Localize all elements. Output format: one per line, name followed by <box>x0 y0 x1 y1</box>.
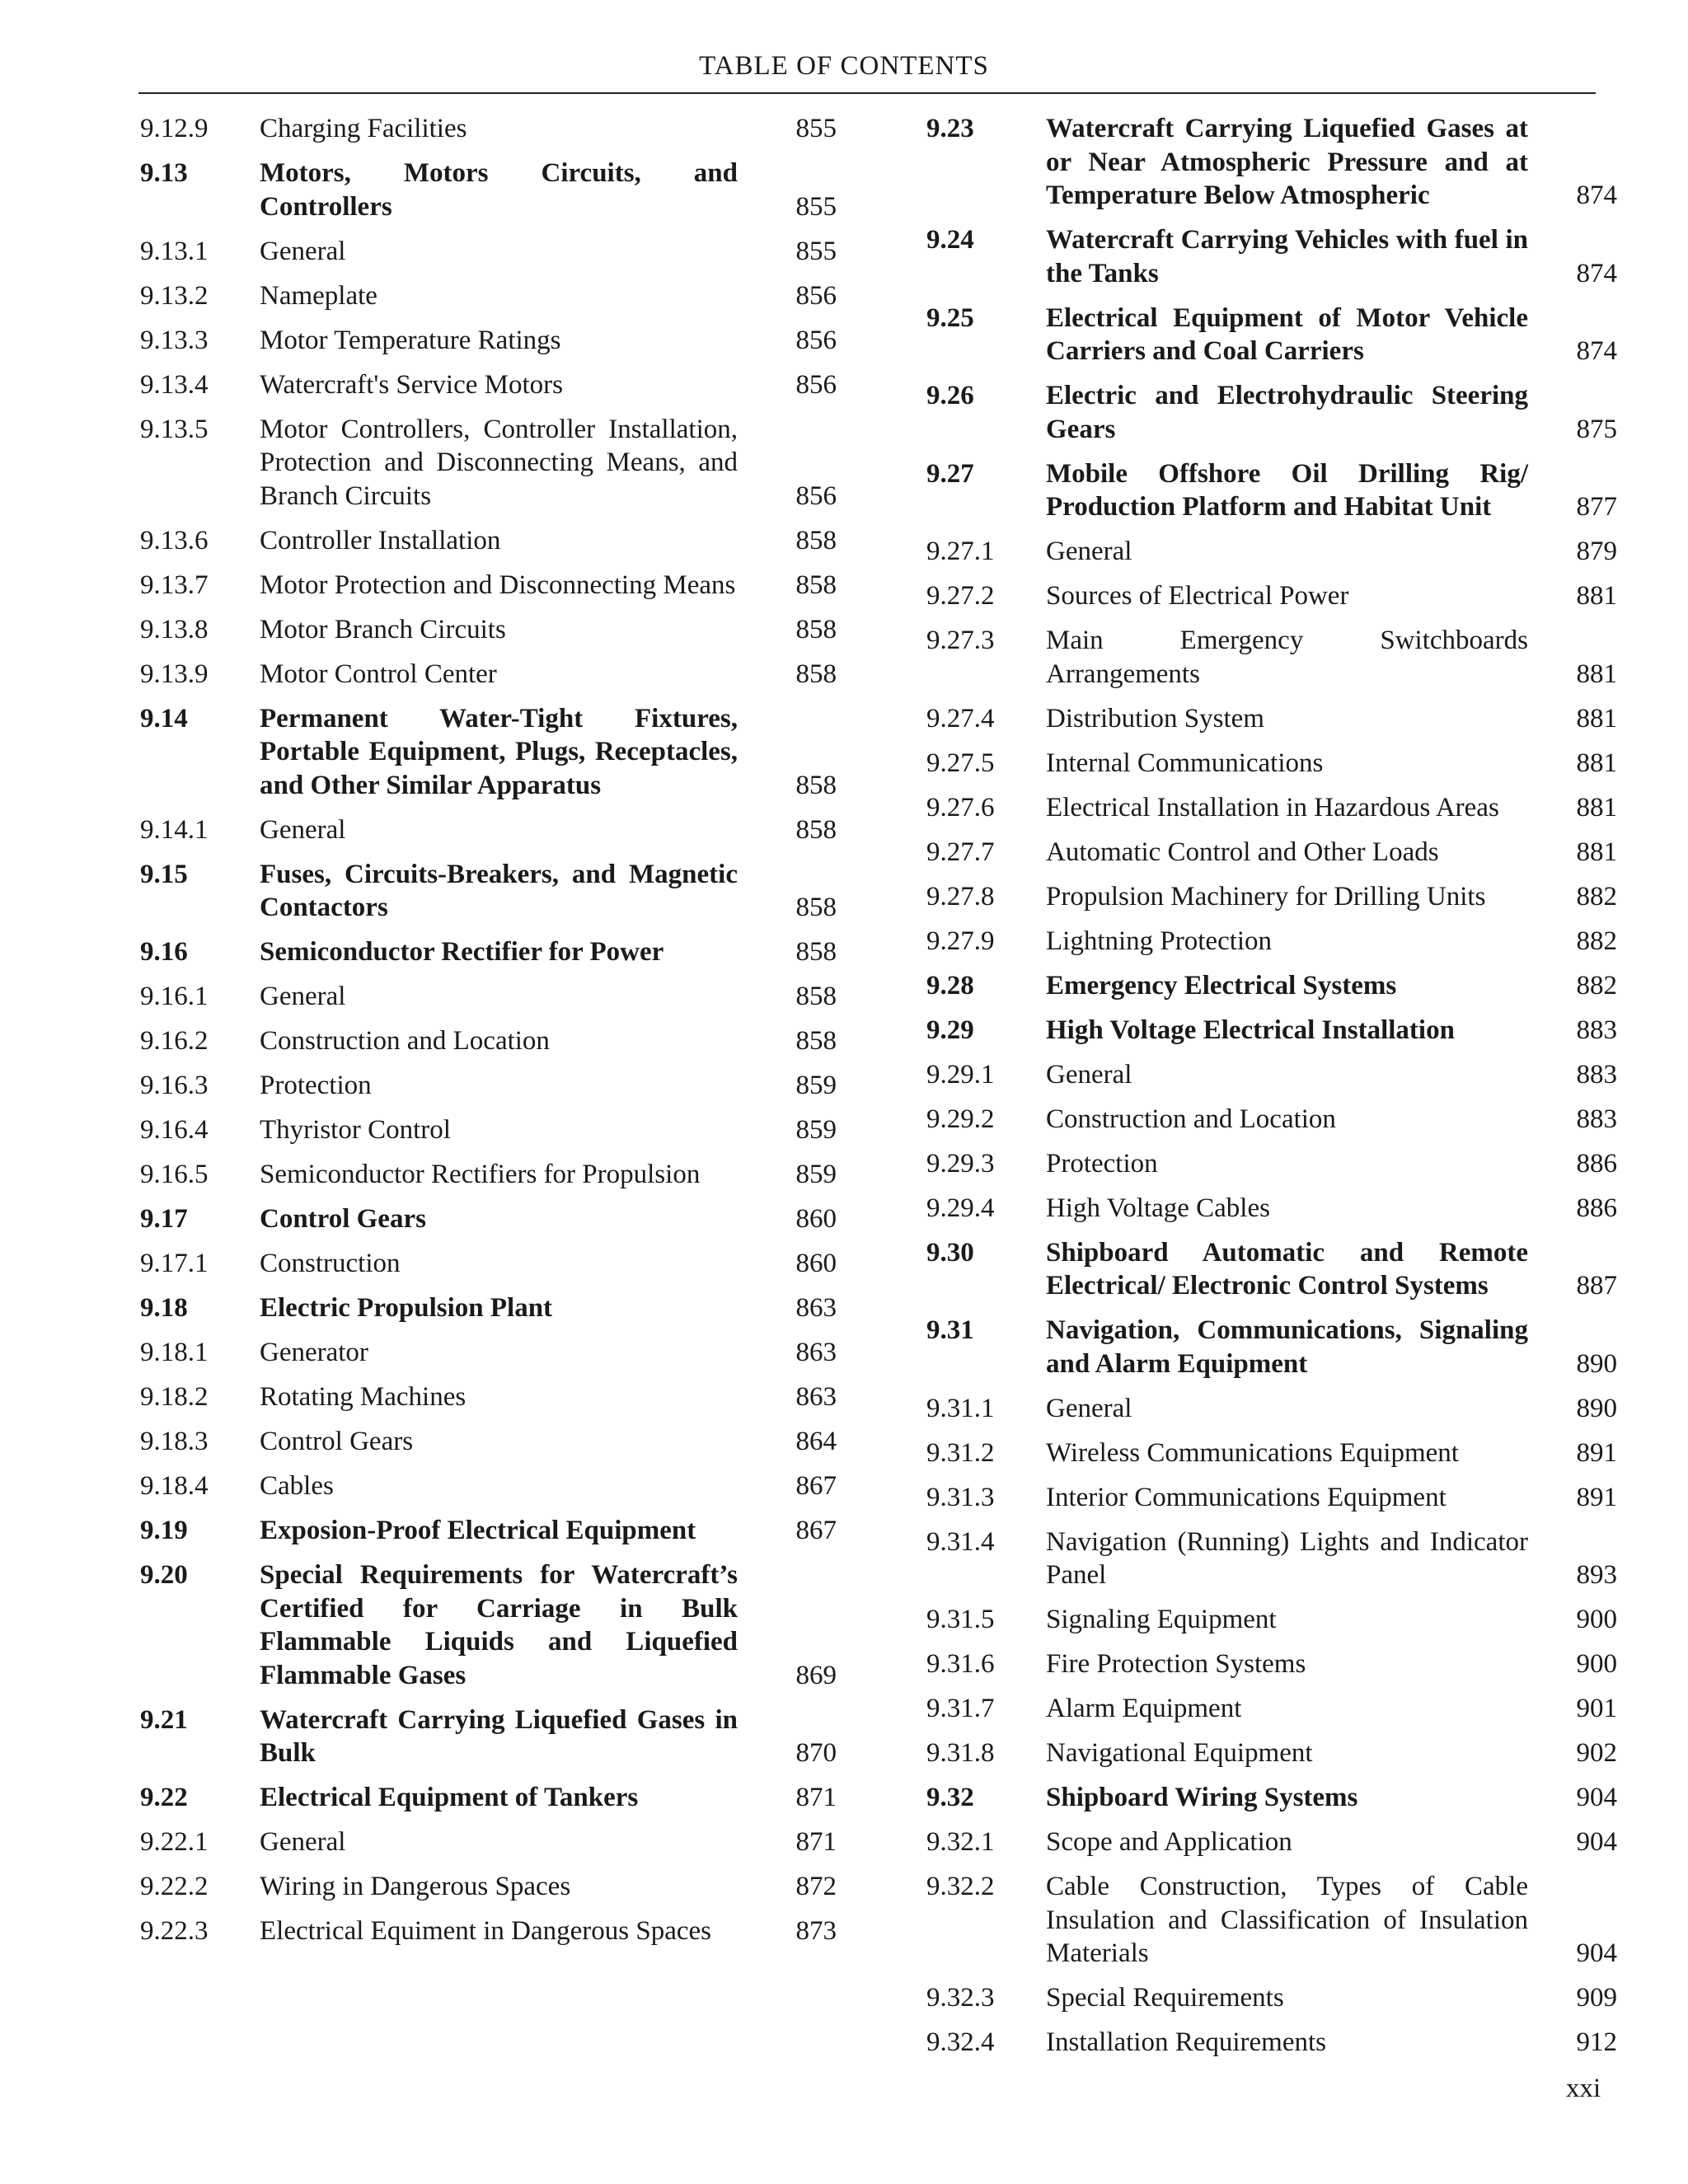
toc-entry[interactable] <box>140 858 837 925</box>
toc-entry-number: 9.32.1 <box>926 1827 995 1857</box>
toc-entry-number: 9.31 <box>926 1315 974 1345</box>
toc-entry-number: 9.13.3 <box>140 325 209 355</box>
toc-entry-title: Electric Propulsion Plant <box>260 1293 553 1323</box>
toc-entry[interactable] <box>140 279 837 313</box>
toc-entry[interactable] <box>140 1469 837 1503</box>
toc-entry-title: Generator <box>260 1338 368 1367</box>
toc-entry-number: 9.25 <box>926 302 974 333</box>
toc-entry-number: 9.31.1 <box>926 1393 995 1423</box>
toc-entry-title: Watercraft Carrying Liquefied Gases at or Near Atmospheric Pressure and at Temperature Below Atmospheric <box>1046 114 1528 210</box>
toc-entry-page: 900 <box>1576 1605 1617 1634</box>
toc-right-column <box>926 112 1617 2070</box>
toc-entry-page: 858 <box>795 770 837 800</box>
toc-entry-page: 881 <box>1576 581 1617 611</box>
toc-entry-page: 860 <box>795 1204 837 1234</box>
toc-entry-number: 9.18.2 <box>140 1382 209 1412</box>
toc-entry-page: 874 <box>1576 258 1617 288</box>
toc-entry[interactable] <box>926 535 1617 569</box>
toc-entry[interactable] <box>140 813 837 847</box>
toc-entry-title: Emergency Electrical Systems <box>1046 970 1397 1001</box>
toc-entry-number: 9.22.1 <box>140 1827 209 1857</box>
toc-entry-number: 9.31.8 <box>926 1738 995 1768</box>
toc-entry-page: 863 <box>795 1293 837 1323</box>
toc-entry-page: 883 <box>1576 1015 1617 1045</box>
toc-entry-title: Automatic Control and Other Loads <box>1046 837 1439 867</box>
toc-entry-page: 904 <box>1576 1783 1617 1812</box>
toc-entry[interactable] <box>926 791 1617 825</box>
toc-entry-title: Thyristor Control <box>260 1115 451 1145</box>
toc-entry-title: Protection <box>1046 1148 1158 1179</box>
toc-entry-title: Alarm Equipment <box>1046 1694 1242 1723</box>
toc-entry-page: 856 <box>795 280 837 311</box>
toc-entry-page: 890 <box>1576 1348 1617 1379</box>
toc-entry-page: 900 <box>1576 1649 1617 1679</box>
toc-entry-number: 9.31.4 <box>926 1526 995 1557</box>
toc-entry[interactable] <box>140 1558 837 1692</box>
toc-entry-page: 874 <box>1576 336 1617 366</box>
toc-entry[interactable] <box>926 1647 1617 1681</box>
toc-entry[interactable] <box>926 1981 1617 2015</box>
toc-entry-number: 9.31.7 <box>926 1694 995 1723</box>
toc-entry-title: Installation Requirements <box>1046 2027 1327 2057</box>
toc-entry-title: Control Gears <box>260 1204 426 1234</box>
toc-entry[interactable] <box>140 658 837 691</box>
toc-entry[interactable] <box>140 524 837 558</box>
toc-entry-number: 9.27.5 <box>926 748 995 778</box>
toc-entry[interactable] <box>926 2026 1617 2060</box>
toc-entry-page: 869 <box>795 1660 837 1690</box>
toc-entry-number: 9.32.4 <box>926 2027 995 2057</box>
toc-entry-title: Construction <box>260 1249 401 1278</box>
toc-entry-page: 859 <box>795 1071 837 1100</box>
page-number: xxi <box>1566 2074 1601 2103</box>
toc-entry-number: 9.13.2 <box>140 280 209 311</box>
toc-entry-number: 9.29.1 <box>926 1059 995 1090</box>
toc-entry[interactable] <box>140 413 837 513</box>
toc-entry-number: 9.27 <box>926 458 974 489</box>
toc-entry[interactable] <box>140 1380 837 1414</box>
toc-entry-number: 9.15 <box>140 859 188 889</box>
toc-entry-number: 9.31.6 <box>926 1649 995 1679</box>
toc-entry-title: Shipboard Wiring Systems <box>1046 1783 1358 1812</box>
toc-entry-number: 9.13.1 <box>140 236 209 266</box>
toc-entry-page: 856 <box>795 369 837 400</box>
toc-entry-page: 886 <box>1576 1148 1617 1179</box>
toc-entry[interactable] <box>926 1825 1617 1859</box>
toc-entry-title: Mobile Offshore Oil Drilling Rig/ Production Platform and Habitat Unit <box>1046 458 1528 522</box>
toc-entry-number: 9.19 <box>140 1516 188 1545</box>
toc-entry-number: 9.22 <box>140 1783 188 1812</box>
toc-entry[interactable] <box>140 980 837 1014</box>
toc-entry[interactable] <box>926 747 1617 780</box>
toc-left-column <box>140 112 837 1959</box>
toc-entry-title: Shipboard Automatic and Remote Electrical/ Electronic Control Systems <box>1046 1237 1528 1301</box>
toc-entry-title: Charging Facilities <box>260 114 467 143</box>
toc-entry-page: 856 <box>795 480 837 511</box>
toc-entry[interactable] <box>926 302 1617 368</box>
toc-entry-title: Construction and Location <box>260 1026 550 1056</box>
toc-entry-page: 858 <box>795 982 837 1011</box>
toc-entry[interactable] <box>140 935 837 969</box>
toc-entry-page: 893 <box>1576 1560 1617 1590</box>
toc-entry-title: Propulsion Machinery for Drilling Units <box>1046 881 1486 912</box>
toc-entry-title: Watercraft Carrying Vehicles with fuel in the Tanks <box>1046 225 1528 288</box>
toc-entry-number: 9.29.2 <box>926 1104 995 1134</box>
toc-entry[interactable] <box>926 1192 1617 1226</box>
toc-entry[interactable] <box>140 1158 837 1192</box>
toc-entry-title: Watercraft's Service Motors <box>260 369 563 400</box>
toc-entry-page: 859 <box>795 1115 837 1145</box>
toc-entry-page: 904 <box>1576 1938 1617 1968</box>
toc-entry-title: Control Gears <box>260 1427 414 1456</box>
toc-entry-title: Motor Protection and Disconnecting Means <box>260 569 736 600</box>
toc-entry-title: Scope and Application <box>1046 1827 1292 1857</box>
toc-entry[interactable] <box>926 1481 1617 1515</box>
toc-entry-title: Wiring in Dangerous Spaces <box>260 1872 571 1901</box>
toc-entry-page: 870 <box>795 1738 837 1768</box>
toc-entry-title: High Voltage Electrical Installation <box>1046 1015 1455 1045</box>
toc-entry-title: Watercraft Carrying Liquefied Gases in Bulk <box>260 1704 738 1768</box>
toc-entry-page: 871 <box>795 1827 837 1857</box>
toc-entry-page: 881 <box>1576 748 1617 778</box>
toc-entry-page: 867 <box>795 1471 837 1501</box>
toc-entry-number: 9.13.8 <box>140 614 209 644</box>
toc-entry-number: 9.31.3 <box>926 1482 995 1512</box>
toc-entry-page: 855 <box>795 236 837 266</box>
toc-entry-number: 9.18 <box>140 1293 188 1323</box>
toc-entry-number: 9.13.9 <box>140 658 209 689</box>
toc-entry[interactable] <box>926 1103 1617 1137</box>
toc-entry-number: 9.16.5 <box>140 1160 209 1189</box>
toc-entry-number: 9.18.1 <box>140 1338 209 1367</box>
toc-entry-number: 9.12.9 <box>140 114 209 143</box>
toc-entry-number: 9.27.8 <box>926 881 995 912</box>
toc-entry-number: 9.13.4 <box>140 369 209 400</box>
toc-entry[interactable] <box>140 235 837 269</box>
toc-entry-page: 882 <box>1576 881 1617 912</box>
header-divider <box>138 92 1596 94</box>
toc-entry-number: 9.27.6 <box>926 792 995 823</box>
toc-entry-number: 9.29.4 <box>926 1193 995 1223</box>
toc-entry-number: 9.22.2 <box>140 1872 209 1901</box>
toc-entry-number: 9.13 <box>140 158 188 188</box>
toc-entry-number: 9.32.3 <box>926 1983 995 2013</box>
toc-entry-title: Special Requirements <box>1046 1983 1284 2013</box>
toc-entry[interactable] <box>926 1014 1617 1047</box>
toc-entry-title: Controller Installation <box>260 525 501 555</box>
toc-entry-page: 891 <box>1576 1482 1617 1512</box>
toc-entry-number: 9.16 <box>140 937 188 967</box>
toc-entry-title: High Voltage Cables <box>1046 1193 1270 1223</box>
toc-entry-page: 883 <box>1576 1059 1617 1090</box>
toc-entry[interactable] <box>140 1704 837 1770</box>
toc-entry-page: 883 <box>1576 1104 1617 1134</box>
toc-entry-page: 858 <box>795 525 837 555</box>
toc-entry[interactable] <box>140 1825 837 1859</box>
toc-entry-number: 9.18.3 <box>140 1427 209 1456</box>
toc-entry-number: 9.18.4 <box>140 1471 209 1501</box>
toc-entry-number: 9.27.2 <box>926 581 995 611</box>
toc-entry-page: 909 <box>1576 1983 1617 2013</box>
toc-entry-page: 901 <box>1576 1694 1617 1723</box>
toc-entry-page: 891 <box>1576 1437 1617 1468</box>
toc-entry[interactable] <box>140 1915 837 1948</box>
toc-entry[interactable] <box>140 1069 837 1103</box>
toc-entry-number: 9.13.5 <box>140 414 209 444</box>
toc-entry-page: 873 <box>795 1916 837 1946</box>
toc-entry-title: Construction and Location <box>1046 1104 1336 1134</box>
toc-entry[interactable] <box>140 112 837 146</box>
toc-entry-number: 9.24 <box>926 225 974 255</box>
toc-entry-title: Semiconductor Rectifiers for Propulsion <box>260 1160 701 1189</box>
toc-entry-page: 858 <box>795 937 837 967</box>
toc-entry-number: 9.13.7 <box>140 569 209 600</box>
toc-entry-title: Special Requirements for Watercraft’s Certified for Carriage in Bulk Flammable Liquids and Liquefied Flammable Gases <box>260 1560 738 1690</box>
toc-entry-page: 886 <box>1576 1193 1617 1223</box>
toc-entry[interactable] <box>926 1870 1617 1971</box>
toc-entry[interactable] <box>926 1692 1617 1726</box>
toc-entry[interactable] <box>926 836 1617 869</box>
toc-entry-title: Exposion-Proof Electrical Equipment <box>260 1516 696 1545</box>
toc-entry-page: 902 <box>1576 1738 1617 1768</box>
toc-entry-title: General <box>1046 537 1132 566</box>
toc-entry[interactable] <box>926 1736 1617 1770</box>
toc-entry-page: 872 <box>795 1872 837 1901</box>
toc-entry-title: Motor Control Center <box>260 658 497 689</box>
toc-entry-title: Electrical Equipment of Tankers <box>260 1783 639 1812</box>
toc-entry-number: 9.27.9 <box>926 926 995 956</box>
toc-entry-page: 858 <box>795 814 837 845</box>
toc-entry-title: General <box>260 236 346 266</box>
toc-entry-number: 9.30 <box>926 1237 974 1268</box>
toc-entry-title: Navigation, Communications, Signaling and Alarm Equipment <box>1046 1315 1528 1379</box>
toc-entry-number: 9.31.2 <box>926 1437 995 1468</box>
toc-entry[interactable] <box>926 1526 1617 1592</box>
toc-entry-page: 855 <box>795 114 837 143</box>
toc-entry-title: Rotating Machines <box>260 1382 467 1412</box>
toc-entry-number: 9.32.2 <box>926 1872 995 1901</box>
toc-entry-title: Motors, Motors Circuits, and Controllers <box>260 158 738 222</box>
toc-entry[interactable] <box>140 157 837 223</box>
toc-entry-page: 904 <box>1576 1827 1617 1857</box>
toc-entry[interactable] <box>140 1202 837 1236</box>
toc-entry-number: 9.16.1 <box>140 982 209 1011</box>
toc-entry-title: General <box>260 1827 346 1857</box>
toc-entry-title: Motor Controllers, Controller Installation, Protection and Disconnecting Means, and Branch Circuits <box>260 414 738 511</box>
toc-entry-title: Main Emergency Switchboards Arrangements <box>1046 626 1528 689</box>
toc-entry[interactable] <box>926 112 1617 213</box>
toc-entry[interactable] <box>140 1870 837 1904</box>
toc-entry[interactable] <box>140 324 837 358</box>
toc-entry-title: General <box>260 814 346 845</box>
toc-entry[interactable] <box>926 457 1617 524</box>
toc-entry[interactable] <box>926 1058 1617 1092</box>
toc-entry-title: Fuses, Circuits-Breakers, and Magnetic Contactors <box>260 859 738 922</box>
toc-entry[interactable] <box>926 223 1617 290</box>
toc-entry-title: General <box>260 982 346 1011</box>
toc-entry-number: 9.27.3 <box>926 626 995 655</box>
toc-entry[interactable] <box>926 1392 1617 1426</box>
toc-entry-number: 9.22.3 <box>140 1916 209 1946</box>
toc-entry[interactable] <box>926 969 1617 1003</box>
toc-entry[interactable] <box>140 368 837 402</box>
toc-entry-page: 881 <box>1576 658 1617 689</box>
toc-entry[interactable] <box>140 569 837 602</box>
toc-entry-title: General <box>1046 1393 1132 1423</box>
toc-entry-number: 9.17.1 <box>140 1249 209 1278</box>
toc-entry[interactable] <box>926 925 1617 958</box>
toc-entry-title: Nameplate <box>260 280 377 311</box>
toc-entry-number: 9.23 <box>926 114 974 143</box>
toc-entry-number: 9.29 <box>926 1015 974 1045</box>
toc-entry-number: 9.27.7 <box>926 837 995 867</box>
toc-entry-title: Permanent Water-Tight Fixtures, Portable Equipment, Plugs, Receptacles, and Other Similar Apparatus <box>260 703 738 800</box>
toc-entry-title: Fire Protection Systems <box>1046 1649 1306 1679</box>
toc-entry[interactable] <box>926 624 1617 691</box>
toc-entry-page: 881 <box>1576 703 1617 733</box>
toc-entry[interactable] <box>926 1436 1617 1470</box>
toc-entry-number: 9.28 <box>926 970 974 1001</box>
toc-entry[interactable] <box>926 702 1617 736</box>
toc-entry-page: 863 <box>795 1382 837 1412</box>
toc-entry-title: Electrical Equiment in Dangerous Spaces <box>260 1916 711 1946</box>
toc-entry-page: 858 <box>795 569 837 600</box>
toc-entry-number: 9.27.1 <box>926 537 995 566</box>
toc-entry-page: 881 <box>1576 792 1617 823</box>
toc-entry-page: 859 <box>795 1160 837 1189</box>
toc-entry[interactable] <box>140 1291 837 1325</box>
toc-entry-title: Lightning Protection <box>1046 926 1273 956</box>
toc-entry[interactable] <box>926 1314 1617 1380</box>
toc-entry-title: Signaling Equipment <box>1046 1605 1277 1634</box>
toc-entry-title: Protection <box>260 1071 372 1100</box>
toc-entry-number: 9.16.3 <box>140 1071 209 1100</box>
toc-entry-title: Electrical Installation in Hazardous Areas <box>1046 792 1499 823</box>
toc-entry-number: 9.27.4 <box>926 703 995 733</box>
toc-entry-page: 912 <box>1576 2027 1617 2057</box>
toc-entry-number: 9.26 <box>926 381 974 410</box>
toc-entry-title: Wireless Communications Equipment <box>1046 1437 1459 1468</box>
toc-entry-title: Motor Temperature Ratings <box>260 325 561 355</box>
toc-entry[interactable] <box>926 880 1617 914</box>
toc-entry-number: 9.32 <box>926 1783 974 1812</box>
toc-entry-title: Distribution System <box>1046 703 1264 733</box>
toc-entry[interactable] <box>926 579 1617 613</box>
page-title: TABLE OF CONTENTS <box>699 51 989 81</box>
toc-entry-page: 858 <box>795 1026 837 1056</box>
toc-entry-page: 875 <box>1576 414 1617 444</box>
toc-entry-number: 9.16.4 <box>140 1115 209 1145</box>
toc-entry-title: Cable Construction, Types of Cable Insulation and Classification of Insulation Materials <box>1046 1872 1528 1968</box>
toc-entry-page: 855 <box>795 191 837 222</box>
toc-entry[interactable] <box>140 1247 837 1281</box>
toc-entry[interactable] <box>140 1425 837 1459</box>
toc-entry[interactable] <box>140 1113 837 1147</box>
toc-entry-title: Semiconductor Rectifier for Power <box>260 937 664 967</box>
toc-entry-title: Interior Communications Equipment <box>1046 1482 1447 1512</box>
toc-entry-page: 887 <box>1576 1271 1617 1301</box>
toc-entry-page: 890 <box>1576 1393 1617 1423</box>
toc-entry-title: Motor Branch Circuits <box>260 614 506 644</box>
toc-entry-number: 9.17 <box>140 1204 188 1234</box>
toc-entry-page: 867 <box>795 1516 837 1545</box>
toc-entry-number: 9.20 <box>140 1560 188 1590</box>
toc-entry-page: 856 <box>795 325 837 355</box>
toc-entry[interactable] <box>140 1781 837 1815</box>
toc-entry[interactable] <box>140 613 837 647</box>
toc-entry-page: 860 <box>795 1249 837 1278</box>
toc-entry-title: General <box>1046 1059 1132 1090</box>
toc-entry-title: Internal Communications <box>1046 748 1324 778</box>
toc-entry[interactable] <box>140 702 837 803</box>
toc-entry[interactable] <box>140 1024 837 1058</box>
toc-entry-page: 858 <box>795 658 837 689</box>
toc-entry-page: 863 <box>795 1338 837 1367</box>
toc-entry-page: 874 <box>1576 180 1617 210</box>
toc-entry-number: 9.14.1 <box>140 814 209 845</box>
toc-entry-number: 9.31.5 <box>926 1605 995 1634</box>
toc-entry-page: 882 <box>1576 926 1617 956</box>
toc-entry-page: 882 <box>1576 970 1617 1001</box>
toc-entry[interactable] <box>926 1781 1617 1815</box>
toc-entry-page: 877 <box>1576 492 1617 522</box>
toc-entry-page: 864 <box>795 1427 837 1456</box>
toc-entry-page: 879 <box>1576 537 1617 566</box>
toc-entry[interactable] <box>140 1514 837 1548</box>
toc-entry-page: 858 <box>795 893 837 922</box>
toc-entry[interactable] <box>926 379 1617 446</box>
toc-entry-title: Navigation (Running) Lights and Indicator Panel <box>1046 1526 1528 1590</box>
toc-entry[interactable] <box>926 1147 1617 1181</box>
toc-entry[interactable] <box>140 1336 837 1370</box>
toc-entry-title: Navigational Equipment <box>1046 1738 1313 1768</box>
toc-entry[interactable] <box>926 1236 1617 1303</box>
toc-entry-page: 858 <box>795 614 837 644</box>
toc-entry-number: 9.13.6 <box>140 525 209 555</box>
toc-entry-title: Cables <box>260 1471 334 1501</box>
toc-entry-page: 871 <box>795 1783 837 1812</box>
toc-entry-title: Sources of Electrical Power <box>1046 581 1349 611</box>
toc-entry-title: Electrical Equipment of Motor Vehicle Carriers and Coal Carriers <box>1046 302 1528 366</box>
toc-entry-number: 9.21 <box>140 1704 188 1735</box>
toc-entry[interactable] <box>926 1603 1617 1637</box>
toc-entry-number: 9.29.3 <box>926 1148 995 1179</box>
toc-entry-page: 881 <box>1576 837 1617 867</box>
toc-entry-number: 9.14 <box>140 703 188 733</box>
toc-entry-title: Electric and Electrohydraulic Steering Gears <box>1046 381 1528 444</box>
toc-entry-number: 9.16.2 <box>140 1026 209 1056</box>
